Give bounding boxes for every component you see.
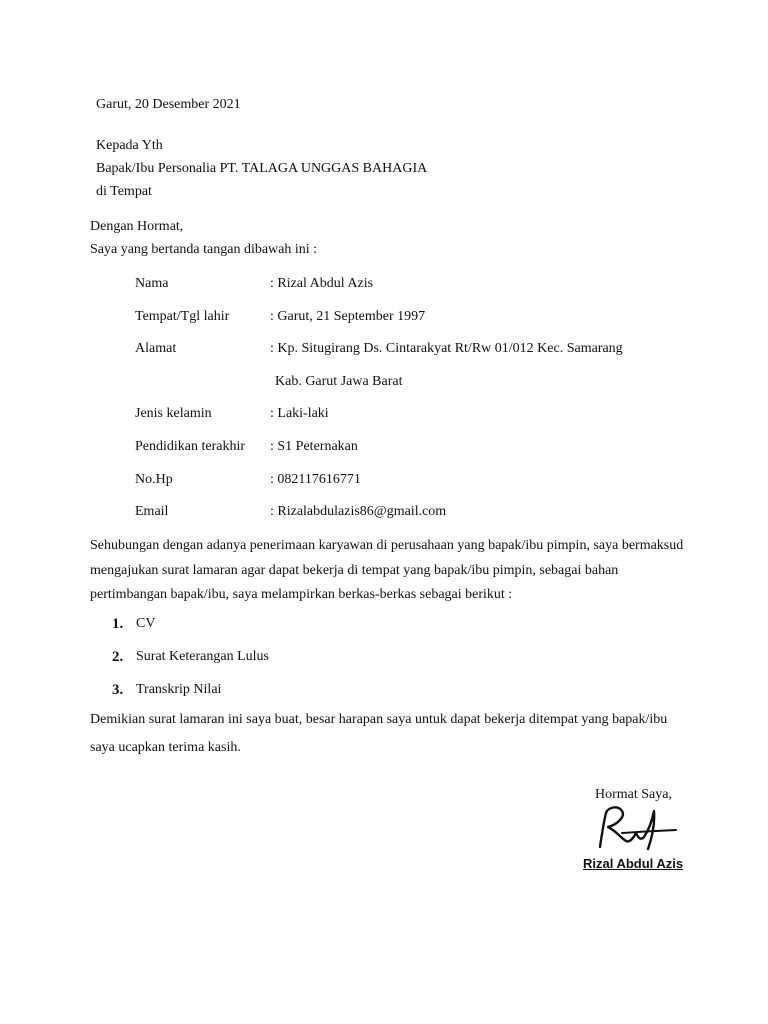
detail-value: : S1 Peternakan (270, 439, 358, 454)
detail-label: Email (135, 504, 169, 519)
list-number: 3. (112, 682, 124, 698)
list-item (0, 648, 768, 666)
detail-label: Nama (135, 276, 169, 291)
letter-date: Garut, 20 Desember 2021 (96, 97, 241, 112)
detail-label: Alamat (135, 341, 177, 356)
detail-label: Pendidikan terakhir (135, 439, 246, 454)
detail-label: Tempat/Tgl lahir (135, 309, 230, 324)
recipient-to: Kepada Yth (96, 138, 163, 153)
list-text: CV (136, 616, 156, 631)
recipient-name: Bapak/Ibu Personalia PT. TALAGA UNGGAS BAHAGIA (96, 161, 428, 176)
list-item (0, 615, 768, 633)
detail-value: : Kp. Situgirang Ds. Cintarakyat Rt/Rw 01/012 Kec. Samarang (270, 341, 623, 356)
detail-value: : Rizal Abdul Azis (270, 276, 374, 291)
detail-label: Jenis kelamin (135, 406, 212, 421)
detail-value: : Garut, 21 September 1997 (270, 309, 426, 324)
list-text: Surat Keterangan Lulus (136, 649, 269, 664)
detail-value: Kab. Garut Jawa Barat (275, 374, 403, 389)
sign-off: Hormat Saya, (595, 787, 672, 802)
detail-row-email (0, 503, 768, 521)
body-line: pertimbangan bapak/ibu, saya melampirkan berkas-berkas sebagai berikut : (90, 587, 513, 602)
list-number: 2. (112, 649, 124, 665)
detail-row-phone (0, 471, 768, 489)
body-line: Sehubungan dengan adanya penerimaan karyawan di perusahaan yang bapak/ibu pimpin, saya bermaksud (90, 538, 684, 553)
detail-row-address (0, 340, 768, 358)
list-item (0, 681, 768, 699)
detail-row-gender (0, 405, 768, 423)
closing-line: saya ucapkan terima kasih. (90, 740, 241, 755)
greeting: Dengan Hormat, (90, 219, 184, 234)
detail-value: : Laki-laki (270, 406, 329, 421)
detail-row-address-cont (0, 373, 768, 391)
signer-name: Rizal Abdul Azis (583, 856, 684, 871)
list-text: Transkrip Nilai (136, 682, 222, 697)
signature-image (592, 803, 678, 851)
body-line: mengajukan surat lamaran agar dapat bekerja di tempat yang bapak/ibu pimpin, sebagai bahan (90, 563, 619, 578)
detail-row-name (0, 275, 768, 293)
list-number: 1. (112, 616, 124, 632)
detail-value: : 082117616771 (270, 472, 361, 487)
detail-row-birth (0, 308, 768, 326)
detail-label: No.Hp (135, 472, 173, 487)
recipient-place: di Tempat (96, 184, 152, 199)
closing-line: Demikian surat lamaran ini saya buat, besar harapan saya untuk dapat bekerja ditempat yang bapak/ibu (90, 712, 668, 727)
detail-row-education (0, 438, 768, 456)
detail-value: : Rizalabdulazis86@gmail.com (270, 504, 447, 519)
intro-text: Saya yang bertanda tangan dibawah ini : (90, 242, 318, 257)
